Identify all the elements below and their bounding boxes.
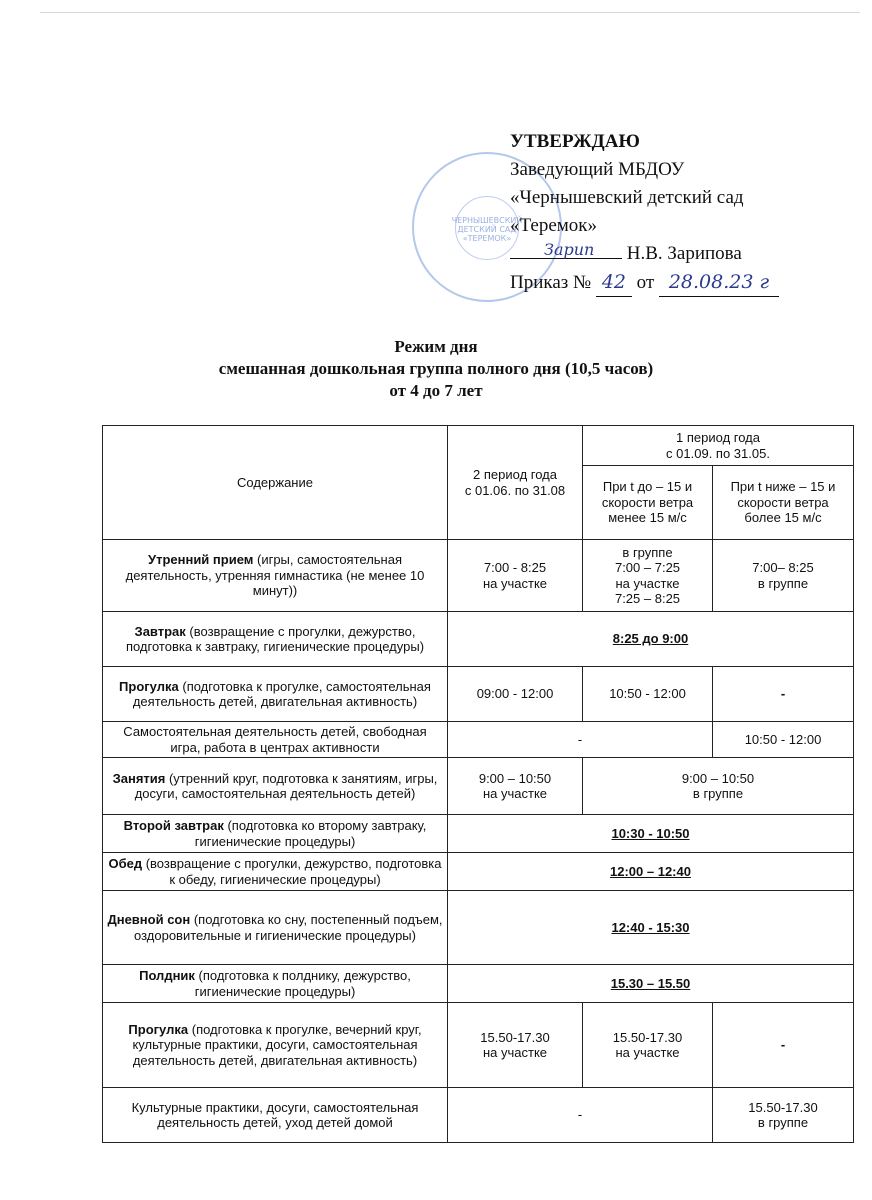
approval-position: Заведующий МБДОУ (510, 159, 685, 180)
place-value: на участке (482, 786, 548, 801)
activity-cell (103, 815, 448, 853)
order-number: 42 (596, 268, 632, 297)
activity-title: Утренний прием (147, 552, 254, 568)
title-line-2: смешанная дошкольная группа полного дня (10,5 часов) (218, 359, 654, 378)
daily-schedule-table (102, 425, 854, 1143)
table-row (103, 853, 854, 891)
header-period-2 (448, 426, 583, 540)
title-line-3: от 4 до 7 лет (389, 381, 483, 400)
time-value: 15.50-17.30 (748, 1099, 818, 1115)
header-period-2-line2: с 01.06. по 31.08 (464, 482, 566, 498)
seal-stamp-text: ЧЕРНЫШЕВСКИЙ ДЕТСКИЙ САД «ТЕРЕМОК» (451, 216, 523, 243)
time-value: 9:00 – 10:50 (478, 770, 552, 786)
place-value: в группе (692, 786, 744, 801)
table-row (103, 758, 854, 815)
order-row (510, 268, 779, 297)
header-sub-warm-line1: При t до – 15 и (602, 479, 693, 495)
handwritten-signature: Зарип (544, 240, 595, 259)
header-sub-warm-line2: скорости ветра (601, 494, 694, 510)
merged-time-cell: 15.30 – 15.50 (448, 965, 854, 1003)
table-row (103, 815, 854, 853)
approval-signature-row (510, 240, 779, 268)
activity-title: Обед (108, 856, 143, 871)
order-from-label: от (636, 272, 655, 293)
order-date: 28.08.23 г (659, 268, 779, 297)
activity-desc: (возвращение с прогулки, дежурство, подготовка к обеду, гигиенические процедуры) (142, 856, 442, 887)
header-content: Содержание (103, 426, 448, 540)
activity-title: Второй завтрак (123, 818, 224, 833)
activity-desc: (подготовка к прогулке, самостоятельная деятельность детей, двигательная активность) (132, 678, 431, 709)
place-value: в группе (757, 575, 809, 591)
activity-desc: (подготовка к прогулке, вечерний круг, культурные практики, досуги, самостоятельная деятельность детей, двигательная активность) (132, 1021, 422, 1068)
header-period-2-line1: 2 период года (473, 467, 557, 482)
header-sub-cold-line2: скорости ветра (737, 494, 829, 510)
activity-desc: (игры, самостоятельная деятельность, утренняя гимнастика (не менее 10 минут)) (125, 552, 425, 599)
activity-cell (103, 965, 448, 1003)
period2-cell (448, 1003, 583, 1088)
activity-desc: (подготовка к полднику, дежурство, гигиенические процедуры) (194, 968, 411, 999)
header-period-1-line1: 1 период года (676, 430, 760, 445)
activity-cell (103, 667, 448, 722)
title-line-1: Режим дня (394, 337, 478, 356)
table-row (103, 540, 854, 612)
approval-block (510, 128, 779, 297)
activity-cell (103, 540, 448, 612)
header-sub-cold-line1: При t ниже – 15 и (730, 479, 836, 495)
time-value: 7:00 – 7:25 (614, 560, 681, 575)
time-value: 15.50-17.30 (612, 1029, 683, 1045)
activity-cell: Культурные практики, досуги, самостоятельная деятельность детей, уход детей домой (103, 1088, 448, 1143)
table-row (103, 1003, 854, 1088)
time-value: 15.50-17.30 (480, 1029, 550, 1045)
table-row (103, 1088, 854, 1143)
approval-org-line2: «Теремок» (510, 215, 598, 236)
activity-cell (103, 612, 448, 667)
merged-time-cell: 12:40 - 15:30 (448, 891, 854, 965)
time-value: 7:00– 8:25 (752, 560, 814, 575)
table-row (103, 891, 854, 965)
activity-desc: (утренний круг, подготовка к занятиям, игры, досуги, самостоятельная деятельность детей) (134, 770, 438, 801)
period2-cell (448, 758, 583, 815)
header-sub-cold-line3: более 15 м/с (744, 510, 822, 526)
document-title (0, 336, 872, 402)
merged-dash-cell: - (448, 722, 713, 758)
period1-warm-cell: 10:50 - 12:00 (583, 667, 713, 722)
period1-warm-cell (583, 540, 713, 612)
time-value: 7:00 - 8:25 (483, 560, 547, 575)
period2-cell (448, 540, 583, 612)
header-sub-warm (583, 466, 713, 540)
header-period-1-line2: с 01.09. по 31.05. (666, 445, 770, 461)
top-border-line (40, 12, 860, 13)
table-row (103, 612, 854, 667)
header-period-1 (583, 426, 854, 466)
header-sub-warm-line3: менее 15 м/с (608, 510, 687, 526)
approval-org-line1: «Чернышевский детский сад (510, 187, 744, 208)
activity-desc: (подготовка ко сну, постепенный подъем, оздоровительные и гигиенические процедуры) (134, 912, 443, 943)
activity-title: Полдник (139, 968, 195, 983)
header-sub-cold (713, 466, 854, 540)
merged-time-cell: 8:25 до 9:00 (448, 612, 854, 667)
place-value: в группе (622, 544, 673, 560)
period2-cell: 09:00 - 12:00 (448, 667, 583, 722)
merged-dash-cell: - (448, 1088, 713, 1143)
activity-cell (103, 1003, 448, 1088)
time-value: 9:00 – 10:50 (681, 770, 755, 786)
place-value: на участке (615, 1045, 680, 1060)
table-row (103, 667, 854, 722)
place-value: в группе (757, 1115, 809, 1130)
activity-title: Занятия (112, 770, 166, 786)
activity-title: Прогулка (119, 678, 179, 694)
order-label: Приказ № (510, 272, 592, 293)
table-row (103, 965, 854, 1003)
period1-warm-cell (583, 1003, 713, 1088)
period1-cold-cell (713, 1088, 854, 1143)
period1-cold-cell: - (713, 1003, 854, 1088)
activity-title: Прогулка (128, 1021, 189, 1037)
approval-heading: УТВЕРЖДАЮ (510, 131, 640, 152)
activity-desc: (возвращение с прогулки, дежурство, подготовка к завтраку, гигиенические процедуры) (125, 623, 425, 654)
activity-cell: Самостоятельная деятельность детей, свободная игра, работа в центрах активности (103, 722, 448, 758)
activity-cell (103, 891, 448, 965)
activity-cell (103, 853, 448, 891)
merged-time-cell: 10:30 - 10:50 (448, 815, 854, 853)
period1-cold-cell: - (713, 667, 854, 722)
table-row (103, 722, 854, 758)
period1-cold-cell: 10:50 - 12:00 (713, 722, 854, 758)
period1-cold-cell (713, 540, 854, 612)
activity-cell (103, 758, 448, 815)
merged-time-cell: 12:00 – 12:40 (448, 853, 854, 891)
place-value: на участке (482, 1045, 548, 1060)
time-value: 7:25 – 8:25 (614, 591, 681, 606)
activity-title: Завтрак (134, 623, 186, 639)
place-value: на участке (482, 575, 548, 591)
activity-desc: (подготовка ко второму завтраку, гигиенические процедуры) (194, 818, 427, 849)
signer-name: Н.В. Зарипова (626, 243, 742, 264)
table-header-row-1 (103, 426, 854, 466)
place-value: на участке (615, 575, 680, 591)
period1-merged-cell (583, 758, 854, 815)
signature-line (510, 240, 622, 259)
activity-title: Дневной сон (107, 912, 191, 927)
